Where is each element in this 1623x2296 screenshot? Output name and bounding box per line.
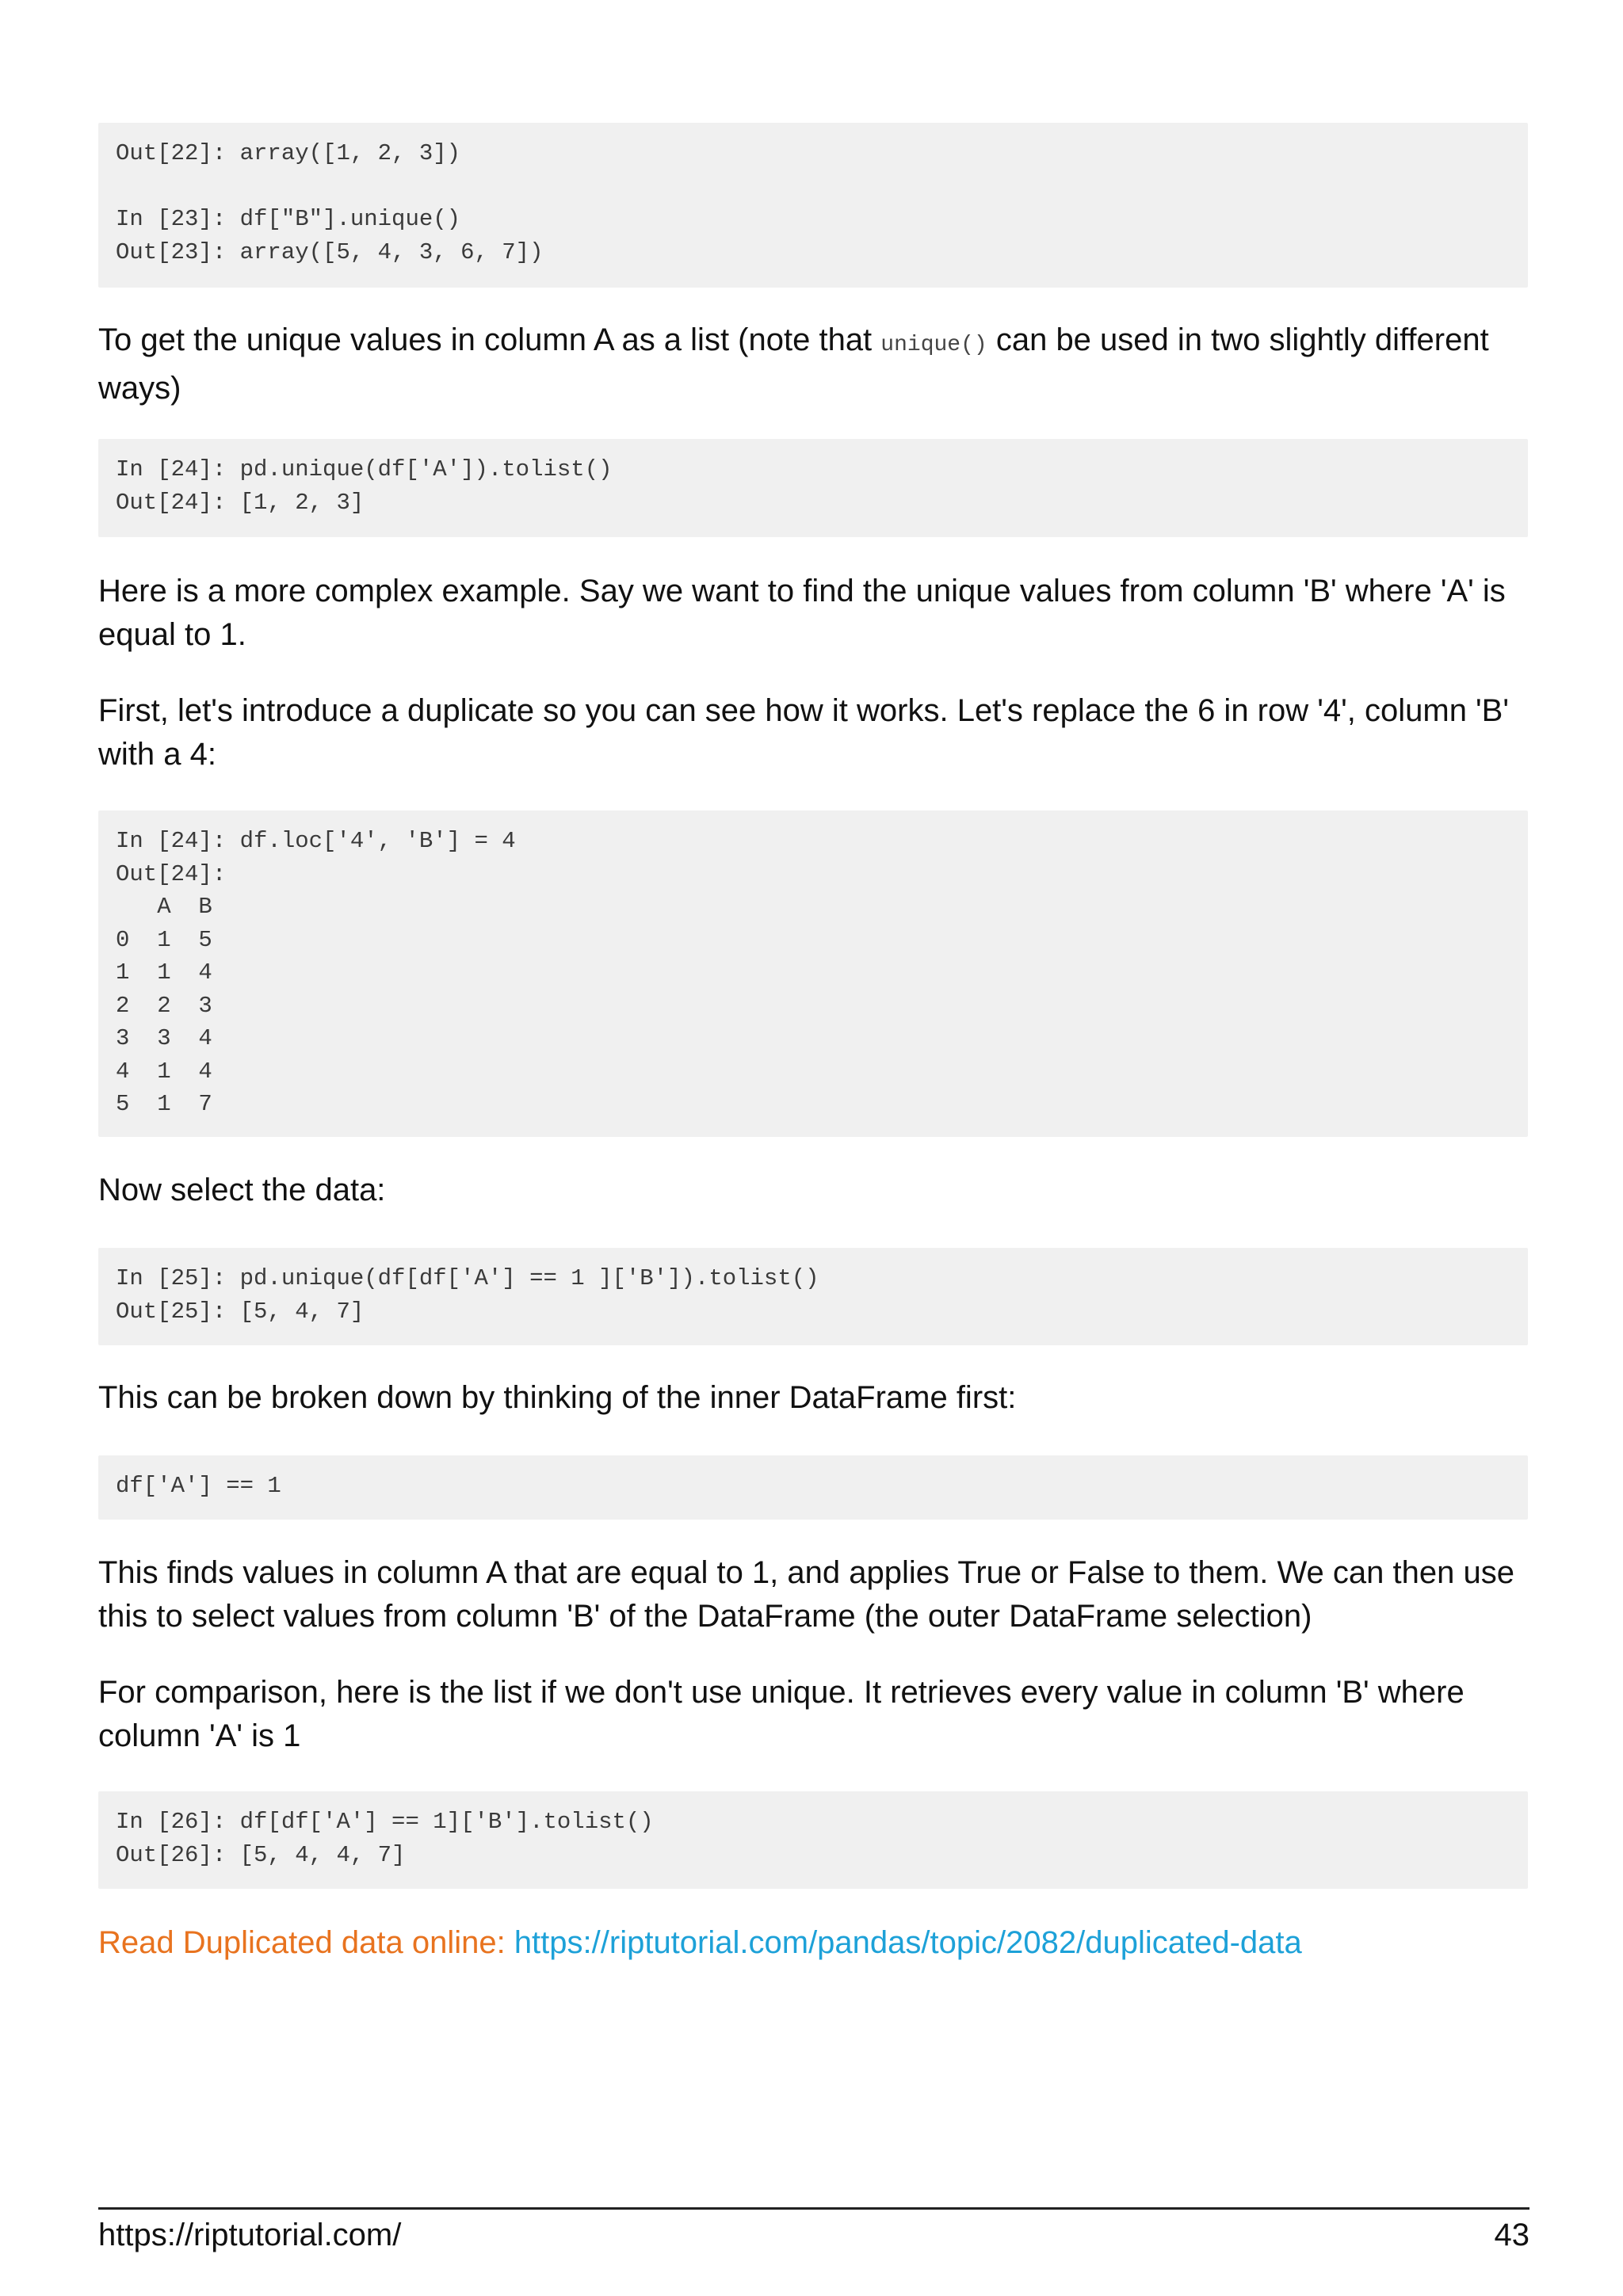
- code-block-boolean-mask: df['A'] == 1: [98, 1455, 1528, 1520]
- paragraph-select-data: Now select the data:: [98, 1173, 386, 1207]
- paragraph-comparison: For comparison, here is the list if we don't use unique. It retrieves every value in column 'B' where column 'A' is 1: [98, 1675, 1465, 1753]
- code-block-pd-unique-tolist: In [24]: pd.unique(df['A']).tolist() Out[24]: [1, 2, 3]: [98, 439, 1528, 537]
- paragraph-finds-values: This finds values in column A that are equal to 1, and applies True or False to them. We can then use this to select values from column 'B' of the DataFrame (the outer DataFrame selection): [98, 1555, 1514, 1634]
- code-block-tolist-no-unique: In [26]: df[df['A'] == 1]['B'].tolist() Out[26]: [5, 4, 4, 7]: [98, 1791, 1528, 1889]
- footer-site-url: https://riptutorial.com/: [98, 2218, 402, 2252]
- paragraph-inner-dataframe: This can be broken down by thinking of the inner DataFrame first:: [98, 1380, 1017, 1415]
- code-block-unique-filter: In [25]: pd.unique(df[df['A'] == 1 ]['B']).tolist() Out[25]: [5, 4, 7]: [98, 1248, 1528, 1345]
- footer-divider: [98, 2207, 1529, 2210]
- code-block-dataframe-loc: In [24]: df.loc['4', 'B'] = 4 Out[24]: A B 0 1 5 1 1 4 2 2 3 3 3 4 4 1 4 5 1 7: [98, 810, 1528, 1137]
- paragraph-introduce-duplicate: First, let's introduce a duplicate so you can see how it works. Let's replace the 6 in row '4', column 'B' with a 4:: [98, 693, 1509, 772]
- footer-page-number: 43: [1494, 2218, 1529, 2252]
- paragraph-complex-example: Here is a more complex example. Say we want to find the unique values from column 'B' where 'A' is equal to 1.: [98, 574, 1506, 652]
- paragraph-unique-list-intro: [98, 318, 1528, 410]
- read-online-link[interactable]: https://riptutorial.com/pandas/topic/2082/duplicated-data: [514, 1925, 1302, 1960]
- inline-code-unique: unique(): [880, 333, 987, 357]
- paragraph-text: To get the unique values in column A as a list (note that: [98, 322, 881, 357]
- paragraph-text: can be used in two slightly different ways): [98, 322, 1489, 406]
- read-online-label: Read Duplicated data online:: [98, 1925, 514, 1960]
- code-block-unique-arrays: Out[22]: array([1, 2, 3]) In [23]: df["B"].unique() Out[23]: array([5, 4, 3, 6, 7]): [98, 123, 1528, 288]
- read-online-line: [98, 1921, 1528, 1965]
